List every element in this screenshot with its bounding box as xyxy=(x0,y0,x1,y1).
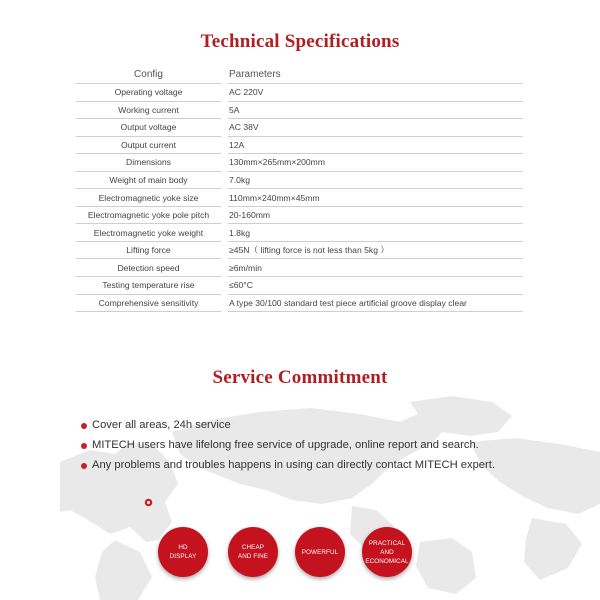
spec-config-cell: Lifting force xyxy=(76,241,221,259)
spec-row xyxy=(76,241,523,259)
column-gap xyxy=(221,294,228,312)
location-pin-icon xyxy=(144,498,153,507)
spec-parameter-cell: 12A xyxy=(228,136,523,154)
column-gap xyxy=(221,241,228,259)
spec-row xyxy=(76,189,523,207)
column-gap xyxy=(221,84,228,102)
spec-parameter-cell: ≤60°C xyxy=(228,277,523,295)
spec-parameter-cell: A type 30/100 standard test piece artificial groove display clear xyxy=(228,294,523,312)
column-gap xyxy=(221,189,228,207)
column-gap xyxy=(221,119,228,137)
badge-label: POWERFUL xyxy=(301,548,339,556)
badge-label: PRACTICAL AND ECONOMICAL xyxy=(365,539,409,565)
spec-table xyxy=(76,65,523,312)
bullet-dot xyxy=(81,423,87,429)
spec-row xyxy=(76,171,523,189)
commitment-text: MITECH users have lifelong free service of upgrade, online report and search. xyxy=(92,439,479,451)
spec-config-cell: Testing temperature rise xyxy=(76,277,221,295)
service-commitment-list xyxy=(80,417,495,477)
commitment-text: Cover all areas, 24h service xyxy=(92,419,231,431)
spec-row xyxy=(76,277,523,295)
spec-config-cell: Output current xyxy=(76,136,221,154)
spec-parameter-cell: 110mm×240mm×45mm xyxy=(228,189,523,207)
column-gap xyxy=(221,136,228,154)
column-gap xyxy=(221,171,228,189)
spec-config-cell: Working current xyxy=(76,101,221,119)
spec-row xyxy=(76,224,523,242)
hd-display-badge xyxy=(158,527,208,577)
parameters-header: Parameters xyxy=(228,65,523,84)
commitment-item xyxy=(80,457,495,477)
spec-config-cell: Electromagnetic yoke weight xyxy=(76,224,221,242)
spec-row xyxy=(76,206,523,224)
spec-config-cell: Electromagnetic yoke pole pitch xyxy=(76,206,221,224)
spec-parameter-cell: 7.0kg xyxy=(228,171,523,189)
column-gap xyxy=(221,101,228,119)
bullet-dot xyxy=(81,443,87,449)
spec-parameter-cell: 130mm×265mm×200mm xyxy=(228,154,523,172)
spec-config-cell: Operating voltage xyxy=(76,84,221,102)
column-gap xyxy=(221,277,228,295)
spec-parameter-cell: ≥6m/min xyxy=(228,259,523,277)
spec-parameter-cell: 5A xyxy=(228,101,523,119)
practical-and-economical-badge xyxy=(362,527,412,577)
column-gap xyxy=(221,259,228,277)
spec-parameter-cell: 20-160mm xyxy=(228,206,523,224)
commitment-item xyxy=(80,437,495,457)
config-header: Config xyxy=(76,65,221,84)
spec-section-title: Technical Specifications xyxy=(200,31,400,52)
spec-config-cell: Electromagnetic yoke size xyxy=(76,189,221,207)
spec-table-header xyxy=(76,65,523,84)
cheap-and-fine-badge xyxy=(228,527,278,577)
column-gap xyxy=(221,65,228,84)
spec-config-cell: Detection speed xyxy=(76,259,221,277)
service-section-title: Service Commitment xyxy=(212,367,388,388)
badge-label: HD DISPLAY xyxy=(169,544,197,560)
column-gap xyxy=(221,224,228,242)
badge-label: CHEAP AND FINE xyxy=(237,544,269,560)
commitment-item xyxy=(80,417,495,437)
commitment-text: Any problems and troubles happens in using can directly contact MITECH expert. xyxy=(92,459,495,471)
bullet-dot xyxy=(81,463,87,469)
spec-config-cell: Output voltage xyxy=(76,119,221,137)
spec-row xyxy=(76,101,523,119)
spec-row xyxy=(76,294,523,312)
spec-config-cell: Dimensions xyxy=(76,154,221,172)
column-gap xyxy=(221,206,228,224)
spec-config-cell: Weight of main body xyxy=(76,171,221,189)
spec-row xyxy=(76,84,523,102)
spec-parameter-cell: 1.8kg xyxy=(228,224,523,242)
spec-parameter-cell: AC 38V xyxy=(228,119,523,137)
powerful-badge xyxy=(295,527,345,577)
spec-row xyxy=(76,154,523,172)
spec-config-cell: Comprehensive sensitivity xyxy=(76,294,221,312)
spec-parameter-cell: ≥45N（ lifting force is not less than 5kg ） xyxy=(228,241,523,259)
spec-parameter-cell: AC 220V xyxy=(228,84,523,102)
spec-row xyxy=(76,259,523,277)
column-gap xyxy=(221,154,228,172)
spec-row xyxy=(76,119,523,137)
spec-row xyxy=(76,136,523,154)
